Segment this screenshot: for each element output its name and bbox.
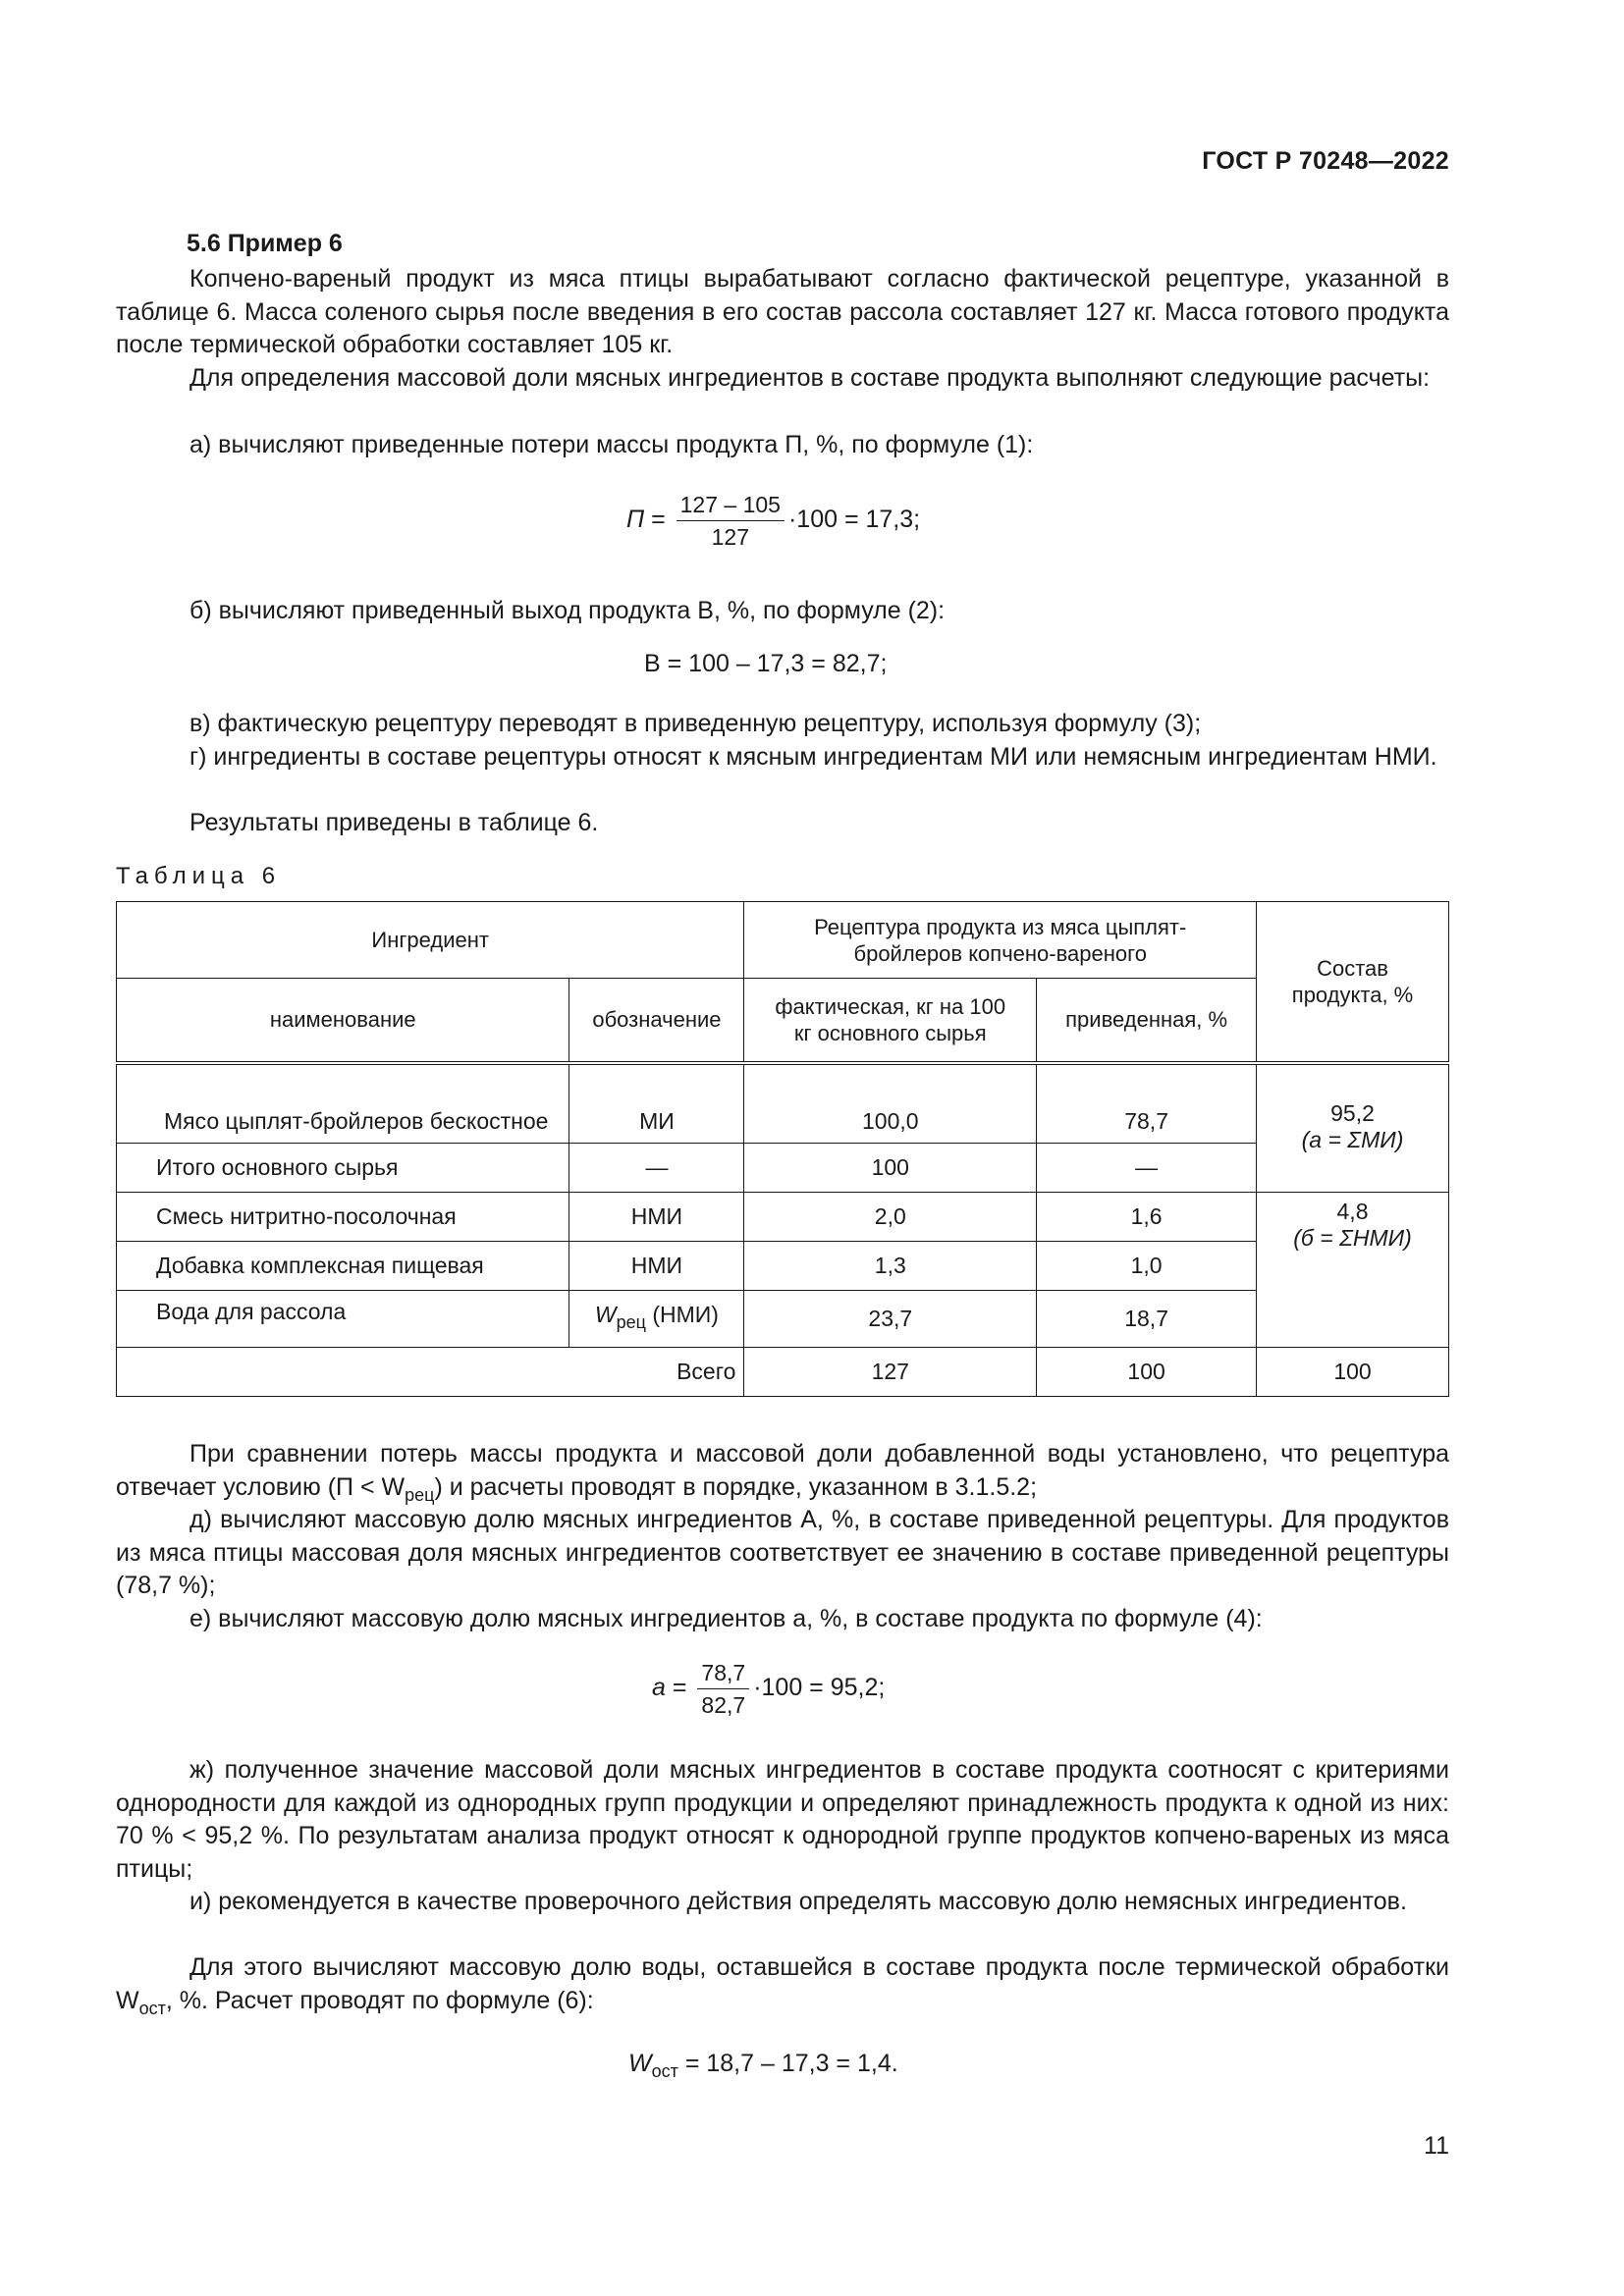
formula-4	[652, 1659, 885, 1719]
row-name: Добавка комплексная пищевая	[117, 1242, 569, 1291]
row-designation: НМИ	[569, 1242, 744, 1291]
row-reduced: 18,7	[1037, 1291, 1257, 1348]
row-reduced: 1,0	[1037, 1242, 1257, 1291]
composition-mi-formula: (а = ΣМИ)	[1301, 1126, 1404, 1152]
designation-rest: (НМИ)	[645, 1302, 719, 1327]
row-actual: 2,0	[744, 1193, 1037, 1242]
section-title: 5.6 Пример 6	[187, 230, 343, 257]
row-actual: 1,3	[744, 1242, 1037, 1291]
standard-number: ГОСТ Р 70248—2022	[1202, 147, 1449, 175]
header-recipe: Рецептура продукта из мяса цыплят-бройлеров копчено-вареного	[744, 902, 1257, 979]
formula-1-eq: =	[651, 506, 666, 534]
comparison-text-b: ) и расчеты проводят в порядке, указанном в 3.1.5.2;	[434, 1472, 1038, 1501]
row-designation: —	[569, 1144, 744, 1193]
comparison-text-a: При сравнении потерь массы продукта и массовой доли добавленной воды установлено, что рецептура отвечает условию (П < W	[116, 1440, 1449, 1501]
composition-mi-value: 95,2	[1330, 1099, 1375, 1126]
formula-6-lhs: W	[628, 2050, 652, 2077]
row-actual: 100	[744, 1144, 1037, 1193]
step-g: г) ингредиенты в составе рецептуры относят к мясным ингредиентам МИ или немясным ингредиентам НМИ.	[189, 743, 1437, 771]
formula-6-subscript: ост	[651, 2061, 678, 2081]
row-name: Смесь нитритно-посолочная	[117, 1193, 569, 1242]
water-paragraph	[116, 1951, 1449, 2025]
formula-4-numerator: 78,7	[697, 1659, 749, 1689]
header-reduced: приведенная, %	[1037, 979, 1257, 1063]
intro-paragraph-2: Для определения массовой доли мясных ингредиентов в составе продукта выполняют следующие расчеты:	[189, 364, 1431, 392]
row-reduced: 1,6	[1037, 1193, 1257, 1242]
comparison-paragraph	[116, 1438, 1449, 1512]
formula-1-fraction	[677, 491, 785, 551]
table-caption: Таблица 6	[116, 863, 282, 889]
page-number: 11	[1424, 2132, 1449, 2160]
formula-4-denominator: 82,7	[701, 1692, 746, 1718]
table-row	[117, 1193, 1449, 1242]
header-composition: Состав продукта, %	[1257, 902, 1449, 1063]
water-text-a: Для этого вычисляют массовую долю воды, оставшейся в составе продукта после термической обработки W	[116, 1953, 1449, 2014]
water-subscript: ост	[138, 1998, 166, 2018]
table-total-row	[117, 1348, 1449, 1397]
row-actual: 23,7	[744, 1291, 1037, 1348]
row-designation: МИ	[569, 1063, 744, 1144]
row-reduced: —	[1037, 1144, 1257, 1193]
step-d: д) вычисляют массовую долю мясных ингредиентов А, %, в составе приведенной рецептуры. Для продуктов из мяса птицы массовая доля мясных ингредиентов соответствует ее значению в составе приведенной рецептуры (78,7 %);	[116, 1506, 1449, 1599]
formula-1	[626, 491, 920, 551]
step-v: в) фактическую рецептуру переводят в приведенную рецептуру, используя формулу (3);	[189, 710, 1202, 737]
row-actual: 100,0	[744, 1063, 1037, 1144]
row-designation	[569, 1291, 744, 1348]
composition-nmi-formula: (б = ΣНМИ)	[1293, 1225, 1412, 1251]
table-row	[117, 1242, 1449, 1291]
row-reduced: 78,7	[1037, 1063, 1257, 1144]
w-symbol: W	[594, 1302, 617, 1327]
formula-4-eq: =	[672, 1674, 687, 1702]
formula-6	[628, 2050, 898, 2082]
total-composition: 100	[1257, 1348, 1449, 1397]
table-row	[117, 1291, 1449, 1348]
composition-nmi	[1257, 1193, 1449, 1348]
formula-1-numerator: 127 – 105	[677, 491, 785, 521]
w-subscript: рец	[616, 1312, 646, 1332]
formula-1-lhs: П	[626, 506, 645, 534]
total-actual: 127	[744, 1348, 1037, 1397]
step-zh: ж) полученное значение массовой доли мясных ингредиентов в составе продукта соотносят с критериями однородности для каждой из однородных групп продукции и определяют принадлежность продукта к одной из них: 70 % < 95,2 %. По результатам анализа продукт относят к однородной группе продуктов копчено-вареных из мяса птицы;	[116, 1756, 1449, 1883]
formula-6-rhs: = 18,7 – 17,3 = 1,4.	[677, 2050, 898, 2077]
composition-mi	[1257, 1063, 1449, 1193]
formula-4-fraction	[697, 1659, 749, 1719]
formula-2: В = 100 – 17,3 = 82,7;	[644, 650, 888, 677]
results-note: Результаты приведены в таблице 6.	[189, 809, 599, 836]
step-a: а) вычисляют приведенные потери массы продукта П, %, по формуле (1):	[189, 431, 1034, 458]
row-name: Вода для рассола	[117, 1291, 569, 1348]
header-ingredient: Ингредиент	[117, 902, 744, 979]
formula-1-rhs: ·100 = 17,3;	[787, 506, 921, 534]
table-6	[116, 901, 1449, 1397]
formula-1-denominator: 127	[711, 524, 749, 550]
step-i: и) рекомендуется в качестве проверочного действия определять массовую долю немясных ингредиентов.	[189, 1888, 1407, 1915]
step-e: е) вычисляют массовую долю мясных ингредиентов а, %, в составе продукта по формуле (4):	[189, 1605, 1263, 1632]
intro-paragraph-1: Копчено-вареный продукт из мяса птицы вырабатывают согласно фактической рецептуре, указанной в таблице 6. Масса соленого сырья после введения в его состав рассола составляет 127 кг. Масса готового продукта после термической обработки составляет 105 кг.	[116, 265, 1449, 358]
water-text-b: , %. Расчет проводят по формуле (6):	[165, 1986, 594, 2014]
header-designation: обозначение	[569, 979, 744, 1063]
header-name: наименование	[117, 979, 569, 1063]
table-row	[117, 1063, 1449, 1144]
row-designation: НМИ	[569, 1193, 744, 1242]
formula-4-lhs: a	[652, 1674, 666, 1702]
total-reduced: 100	[1037, 1348, 1257, 1397]
table-row	[117, 1144, 1449, 1193]
step-b: б) вычисляют приведенный выход продукта В, %, по формуле (2):	[189, 597, 946, 624]
total-label: Всего	[117, 1348, 744, 1397]
row-name: Мясо цыплят-бройлеров бескостное	[117, 1063, 569, 1144]
formula-4-rhs: ·100 = 95,2;	[753, 1674, 886, 1702]
row-name: Итого основного сырья	[117, 1144, 569, 1193]
comparison-subscript: рец	[405, 1484, 435, 1505]
header-actual: фактическая, кг на 100 кг основного сырья	[744, 979, 1037, 1063]
composition-nmi-value: 4,8	[1336, 1199, 1369, 1224]
